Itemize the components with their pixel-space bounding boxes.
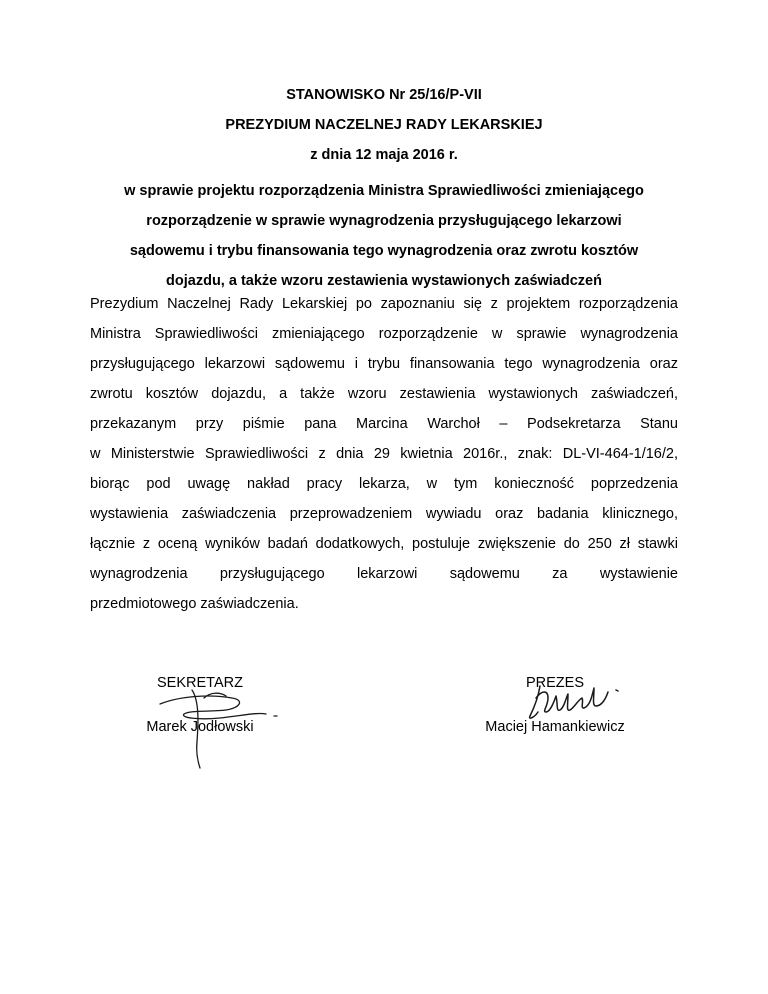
body-line: Ministra Sprawiedliwości zmieniającego rozporządzenie w sprawie wynagrodzenia (90, 326, 678, 342)
subject-line: sądowemu i trybu finansowania tego wynagrodzenia oraz zwrotu kosztów (129, 243, 639, 259)
handwritten-signature-right (520, 676, 630, 736)
body-line: biorąc pod uwagę nakład pracy lekarza, w tym konieczność poprzedzenia (90, 476, 678, 492)
document-date: z dnia 12 maja 2016 r. (310, 147, 458, 163)
body-line: Prezydium Naczelnej Rady Lekarskiej po zapoznaniu się z projektem rozporządzenia (90, 296, 678, 312)
signature-name: Marek Jodłowski (146, 719, 254, 735)
issuing-body: PREZYDIUM NACZELNEJ RADY LEKARSKIEJ (225, 117, 543, 133)
body-line: wystawienia zaświadczenia przeprowadzeniem wywiadu oraz badania klinicznego, (90, 506, 678, 522)
subject-line: dojazdu, a także wzoru zestawienia wystawionych zaświadczeń (166, 273, 602, 289)
body-line: przysługującego lekarzowi sądowemu i trybu finansowania tego wynagrodzenia oraz (90, 356, 678, 372)
document-body (90, 289, 678, 619)
body-line: zwrotu kosztów dojazdu, a także wzoru zestawienia wystawionych zaświadczeń, (90, 386, 678, 402)
body-line: przedmiotowego zaświadczenia. (90, 596, 299, 612)
document-subject (90, 176, 678, 296)
body-line: przekazanym przy piśmie pana Marcina Warchoł – Podsekretarza Stanu (90, 416, 678, 432)
signature-role: PREZES (525, 675, 584, 691)
subject-line: w sprawie projektu rozporządzenia Ministra Sprawiedliwości zmieniającego (124, 183, 644, 199)
subject-line: rozporządzenie w sprawie wynagrodzenia przysługującego lekarzowi (146, 213, 622, 229)
document-header (0, 80, 768, 170)
signature-role: SEKRETARZ (157, 675, 243, 691)
body-line: wynagrodzenia przysługującego lekarzowi sądowemu za wystawienie (90, 566, 678, 582)
document-number: STANOWISKO Nr 25/16/P-VII (286, 87, 482, 103)
handwritten-signature-left (140, 672, 300, 772)
signature-name: Maciej Hamankiewicz (485, 719, 625, 735)
body-line: w Ministerstwie Sprawiedliwości z dnia 29 kwietnia 2016r., znak: DL-VI-464-1/16/2, (90, 446, 678, 462)
body-line: łącznie z oceną wyników badań dodatkowych, postuluje zwiększenie do 250 zł stawki (90, 536, 678, 552)
